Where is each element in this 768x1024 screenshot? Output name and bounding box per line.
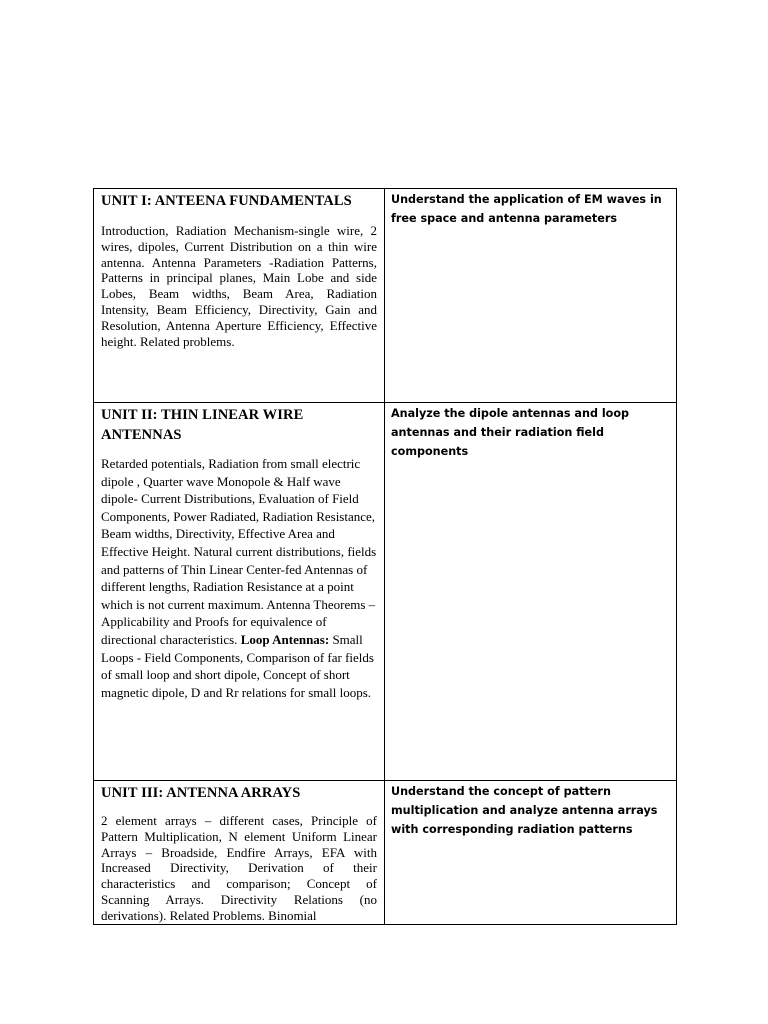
unit-content-cell bbox=[94, 781, 385, 925]
unit-title: UNIT II: THIN LINEAR WIRE ANTENNAS bbox=[101, 407, 304, 443]
unit-content-part2: Small Loops - Field Components, Comparison of far fields of small loop and short dipole, Concept of short magnetic dipole, D and Rr relations for small loops. bbox=[101, 631, 374, 700]
unit-content-cell bbox=[94, 189, 385, 403]
unit-outcome-cell bbox=[385, 403, 677, 781]
table-row bbox=[94, 781, 677, 925]
unit-content-part1: Retarded potentials, Radiation from small electric dipole , Quarter wave Monopole & Half wave dipole- Current Distributions, Evaluation of Field Components, Power Radiated, Radiation Resistance, Beam widths, Directivity, Effective Area and Effective Height. Natural current distributions, fields and patterns of Thin Linear Center-fed Antennas of different lengths, Radiation Resistance at a point which is not current maximum. Antenna Theorems – Applicability and Proofs for equivalence of directional characteristics. bbox=[101, 456, 377, 647]
syllabus-table bbox=[93, 188, 677, 925]
unit-content-cell bbox=[94, 403, 385, 781]
table-row bbox=[94, 189, 677, 403]
unit-content bbox=[101, 455, 377, 701]
unit-outcome: Understand the concept of pattern multiplication and analyze antenna arrays with corresponding radiation patterns bbox=[391, 785, 658, 836]
unit-outcome-cell bbox=[385, 781, 677, 925]
table-row bbox=[94, 403, 677, 781]
unit-outcome: Analyze the dipole antennas and loop antennas and their radiation field components bbox=[391, 407, 630, 458]
unit-outcome: Understand the application of EM waves in free space and antenna parameters bbox=[391, 193, 662, 225]
unit-content: Introduction, Radiation Mechanism-single wire, 2 wires, dipoles, Current Distribution on a thin wire antenna. Antenna Parameters -Radiation Patterns, Patterns in principal planes, Main Lobe and side Lobes, Beam widths, Beam Area, Radiation Intensity, Beam Efficiency, Directivity, Gain and Resolution, Antenna Aperture Efficiency, Effective height. Related problems. bbox=[101, 223, 377, 349]
loop-antennas-heading: Loop Antennas: bbox=[240, 631, 330, 647]
unit-title: UNIT I: ANTEENA FUNDAMENTALS bbox=[101, 193, 352, 209]
unit-title: UNIT III: ANTENNA ARRAYS bbox=[101, 785, 301, 801]
unit-outcome-cell bbox=[385, 189, 677, 403]
unit-content: 2 element arrays – different cases, Principle of Pattern Multiplication, N element Uniform Linear Arrays – Broadside, Endfire Arrays, EFA with Increased Directivity, Derivation of their characteristics and comparison; Concept of Scanning Arrays. Directivity Relations (no derivations). Related Problems. Binomial bbox=[101, 813, 377, 923]
